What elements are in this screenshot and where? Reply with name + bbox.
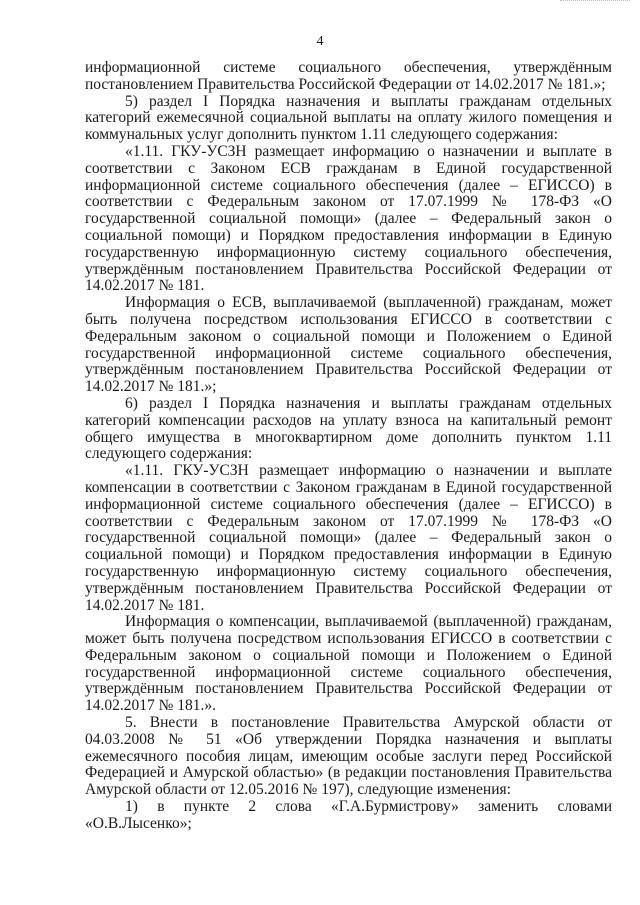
document-body: [85, 60, 612, 833]
scan-corner-mark: [560, 0, 630, 4]
paragraph-compensation-info: Информация о компенсации, выплачиваемой (выплаченной) гражданам, может быть получена посредством использования ЕГИССО в соответствии с Федеральным законом о социальной помощи и Положением о Единой государственной информационной системе социального обеспечения, утверждённым постановлением Правительства Российской Федерации от 14.02.2017 № 181.».: [85, 613, 612, 715]
paragraph-continuation: информационной системе социального обеспечения, утверждённым постановлением Правительства Российской Федерации от 14.02.2017 № 181.»;: [85, 59, 612, 93]
paragraph-item-5: 5) раздел I Порядка назначения и выплаты гражданам отдельных категорий ежемесячной социальной выплаты на оплату жилого помещения и коммунальных услуг дополнить пунктом 1.11 следующего содержания:: [85, 92, 612, 144]
page-number: 4: [316, 34, 324, 49]
paragraph-section-5: 5. Внести в постановление Правительства Амурской области от 04.03.2008 № 51 «Об утверждении Порядка назначения и выплаты ежемесячного пособия лицам, имеющим особые заслуги перед Российской Федерацией и Амурской областью» (в редакции постановления Правительства Амурской области от 12.05.2016 № 197), следующие изменения:: [85, 714, 612, 799]
paragraph-subitem-1: 1) в пункте 2 слова «Г.А.Бурмистрову» заменить словами «О.В.Лысенко»;: [85, 798, 612, 832]
paragraph-esv-info: Информация о ЕСВ, выплачиваемой (выплаченной) гражданам, может быть получена посредством использования ЕГИССО в соответствии с Федеральным законом о социальной помощи и Положением о Единой государственной информационной системе социального обеспечения, утверждённым постановлением Правительства Российской Федерации от 14.02.2017 № 181.»;: [85, 294, 612, 396]
paragraph-item-6: 6) раздел I Порядка назначения и выплаты гражданам отдельных категорий компенсации расходов на уплату взноса на капитальный ремонт общего имущества в многоквартирном доме дополнить пунктом 1.11 следующего содержания:: [85, 394, 612, 463]
paragraph-clause-1-11-compensation: «1.11. ГКУ-УСЗН размещает информацию о назначении и выплате компенсации в соответствии с Законом гражданам в Единой государственной информационной системе социального обеспечения (далее – ЕГИССО) в соответствии с Федеральным законом от 17.07.1999 № 178-ФЗ «О государственной социальной помощи» (далее – Федеральный закон о социальной помощи) и Порядком предоставления информации в Единую государственную информационную систему социального обеспечения, утверждённым постановлением Правительства Российской Федерации от 14.02.2017 № 181.: [85, 462, 612, 614]
paragraph-clause-1-11-esv: «1.11. ГКУ-УСЗН размещает информацию о назначении и выплате в соответствии с Законом ЕСВ гражданам в Единой государственной информационной системе социального обеспечения (далее – ЕГИССО) в соответствии с Федеральным законом от 17.07.1999 № 178-ФЗ «О государственной социальной помощи» (далее – Федеральный закон о социальной помощи) и Порядком предоставления информации в Единую государственную информационную систему социального обеспечения, утверждённым постановлением Правительства Российской Федерации от 14.02.2017 № 181.: [85, 142, 612, 295]
